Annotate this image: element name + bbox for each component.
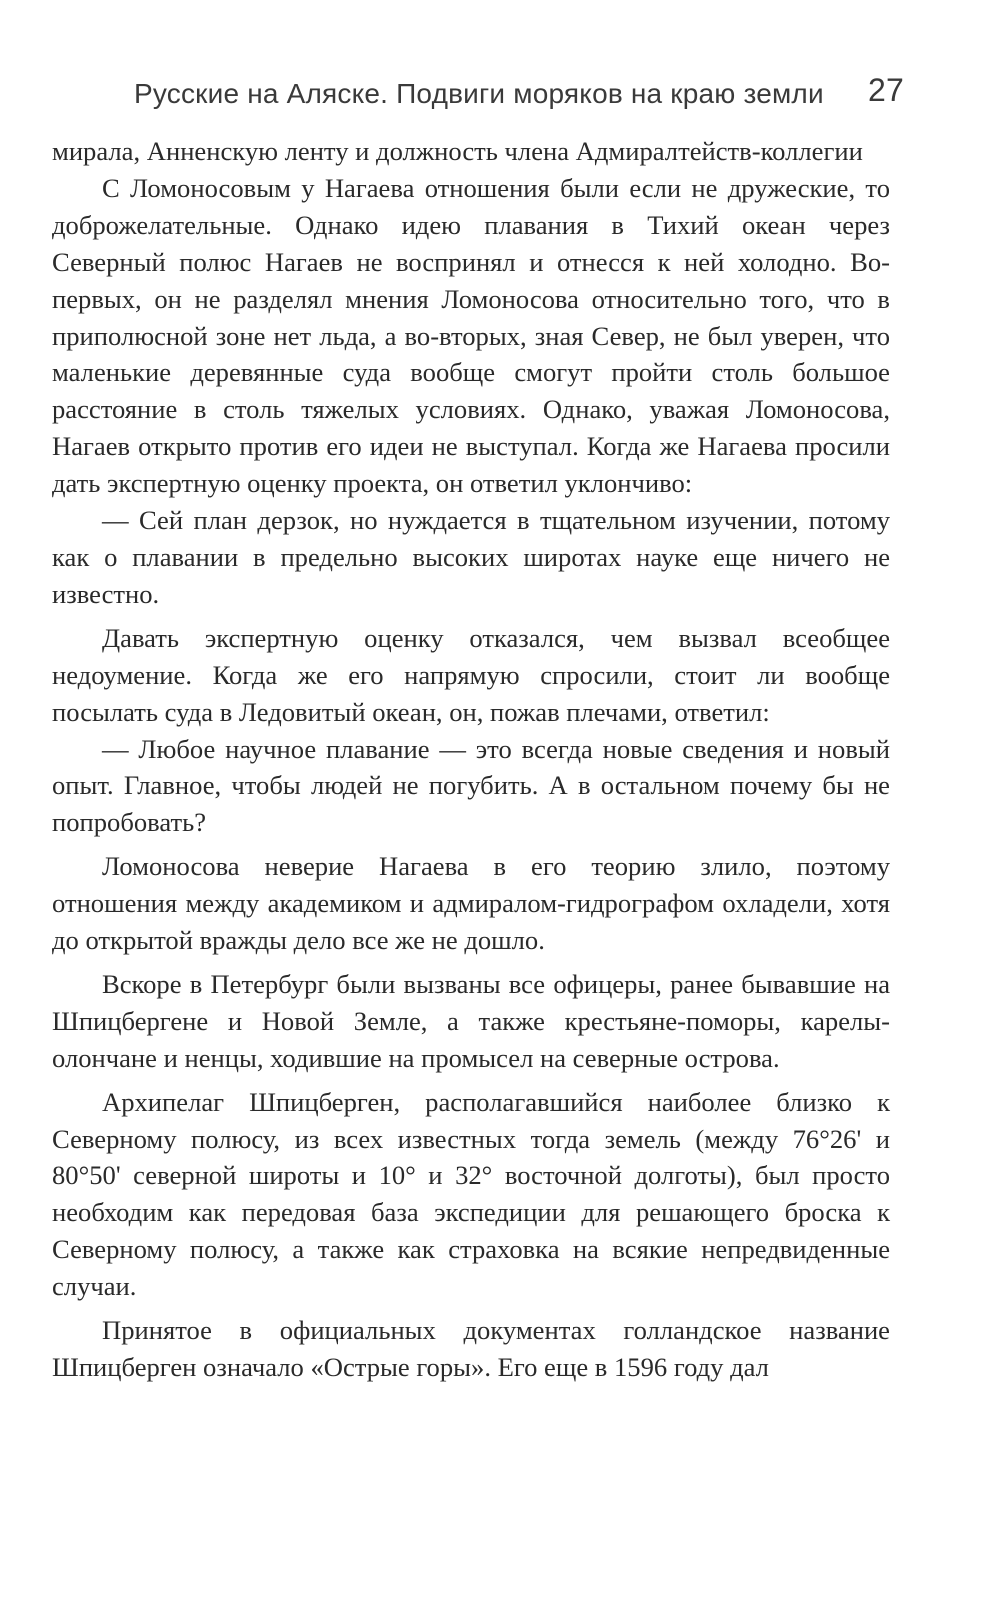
paragraph: С Ломоносовым у Нагаева отношения были если не дружеские, то доброжелательные. Однако идею плавания в Тихий океан через Северный полюс Нагаев не воспринял и отнесся к ней холодно. Во-первых, он не разделял мнения Ломоносова относительно того, что в приполюсной зоне нет льда, а во-вторых, зная Север, не был уверен, что маленькие деревянные суда вообще смогут пройти столь большое расстояние в столь тяжелых условиях. Однако, уважая Ломоносова, Нагаев открыто против его идеи не выступал. Когда же Нагаева просили дать экспертную оценку проекта, он ответил уклончиво: [52, 172, 890, 499]
paragraph: Ломоносова неверие Нагаева в его теорию злило, поэтому отношения между академиком и адмиралом-гидрографом охладели, хотя до открытой вражды дело все же не дошло. [52, 851, 890, 956]
paragraph: Вскоре в Петербург были вызваны все офицеры, ранее бывавшие на Шпицбергене и Новой Земле, а также крестьяне-поморы, карелы-олончане и ненцы, ходившие на промысел на северные острова. [52, 968, 890, 1073]
dialogue-paragraph: — Любое научное плавание — это всегда новые сведения и новый опыт. Главное, чтобы людей не погубить. А в остальном почему бы не попробовать? [52, 733, 890, 838]
running-head-title: Русские на Аляске. Подвиги моряков на краю земли [134, 78, 824, 109]
paragraph: Давать экспертную оценку отказался, чем вызвал всеобщее недоумение. Когда же его напрямую спросили, стоит ли вообще посылать суда в Ледовитый океан, он, пожав плечами, ответил: [52, 622, 890, 727]
paragraph: мирала, Анненскую ленту и должность члена Адмиралтейств-коллегии [52, 136, 863, 166]
body-text [52, 133, 890, 1386]
running-head [134, 72, 904, 116]
dialogue-paragraph: — Сей план дерзок, но нуждается в тщательном изучении, потому как о плавании в предельно высоких широтах науке еще ничего не известно. [52, 505, 890, 609]
page-number: 27 [868, 72, 904, 108]
paragraph: Принятое в официальных документах голландское название Шпицберген означало «Острые горы». Его еще в 1596 году дал [52, 1315, 890, 1382]
paragraph: Архипелаг Шпицберген, располагавшийся наиболее близко к Северному полюсу, из всех известных тогда земель (между 76°26' и 80°50' северной широты и 10° и 32° восточной долготы), был просто необходим как передовая база экспедиции для решающего броска к Северному полюсу, а также как страховка на всякие непредвиденные случаи. [52, 1086, 890, 1302]
